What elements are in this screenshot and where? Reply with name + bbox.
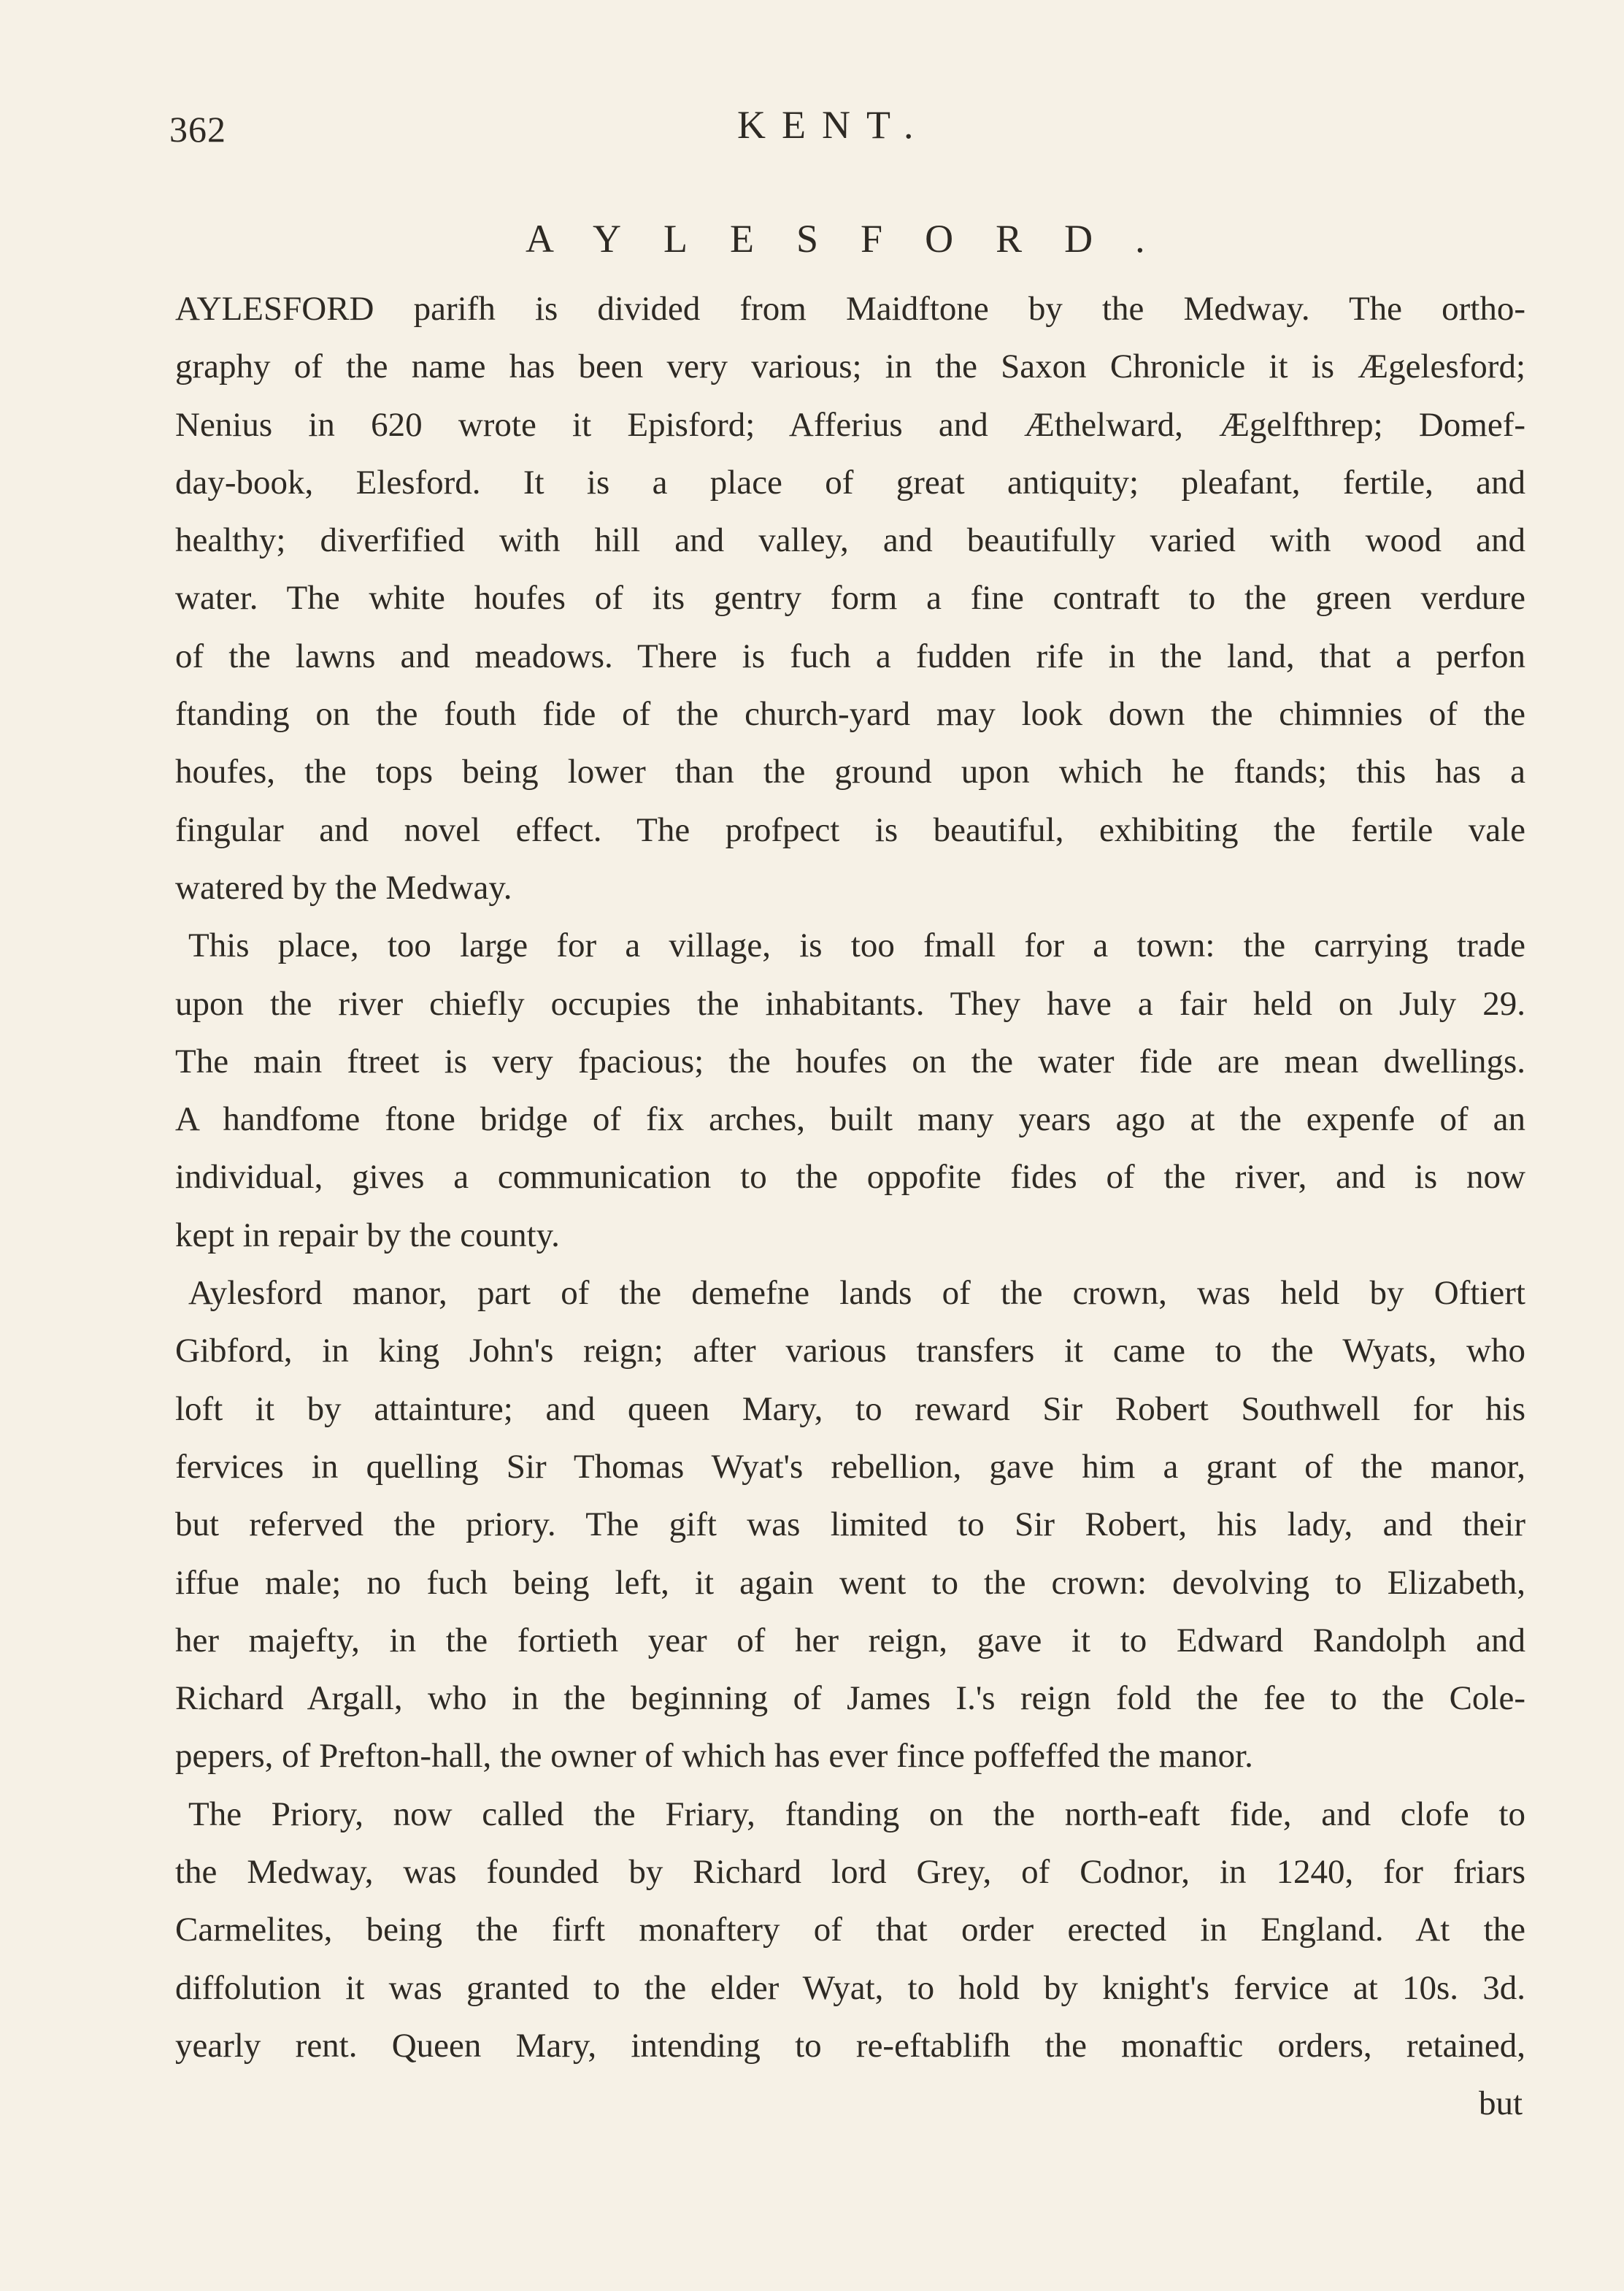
section-title: AYLESFORD.: [526, 217, 1188, 261]
text-line: Carmelites, being the firft monaftery of that order erected in England. At the: [175, 1911, 1525, 1949]
text-line: Gibford, in king John's reign; after various transfers it came to the Wyats, who: [175, 1332, 1525, 1370]
text-line: pepers, of Prefton-hall, the owner of which has ever fince poffeffed the manor.: [175, 1737, 1253, 1776]
text-line: A handfome ftone bridge of fix arches, built many years ago at the expenfe of an: [175, 1100, 1525, 1139]
text-line: healthy; diverfified with hill and valley, and beautifully varied with wood and: [175, 521, 1525, 560]
text-line: her majefty, in the fortieth year of her reign, gave it to Edward Randolph and: [175, 1621, 1525, 1659]
text-line: water. The white houfes of its gentry form a fine contraft to the green verdure: [175, 579, 1525, 618]
text-line: kept in repair by the county.: [175, 1216, 560, 1254]
text-line: Nenius in 620 wrote it Episford; Afferius and Æthelward, Ægelfthrep; Domef-: [175, 405, 1525, 444]
text-line: houfes, the tops being lower than the ground upon which he ftands; this has a: [175, 753, 1525, 791]
text-line: of the lawns and meadows. There is fuch a fudden rife in the land, that a perfon: [175, 637, 1525, 675]
text-line: fervices in quelling Sir Thomas Wyat's rebellion, gave him a grant of the manor,: [175, 1447, 1525, 1486]
text-line: Richard Argall, who in the beginning of James I.'s reign fold the fee to the Cole-: [175, 1679, 1525, 1718]
text-line: but referved the priory. The gift was limited to Sir Robert, his lady, and their: [175, 1505, 1525, 1544]
running-head: KENT.: [737, 103, 930, 147]
text-line: the Medway, was founded by Richard lord Grey, of Codnor, in 1240, for friars: [175, 1853, 1525, 1892]
text-line: This place, too large for a village, is too fmall for a town: the carrying trade: [188, 926, 1525, 965]
text-line: iffue male; no fuch being left, it again went to the crown: devolving to Elizabeth,: [175, 1563, 1525, 1602]
body-text: [175, 280, 1525, 2133]
text-line: individual, gives a communication to the oppofite fides of the river, and is now: [175, 1158, 1525, 1197]
text-line: yearly rent. Queen Mary, intending to re-eftablifh the monaftic orders, retained,: [175, 2026, 1525, 2065]
catchword: but: [1478, 2084, 1523, 2123]
text-line: ftanding on the fouth fide of the church-yard may look down the chimnies of the: [175, 695, 1525, 734]
text-line: day-book, Elesford. It is a place of great antiquity; pleafant, fertile, and: [175, 463, 1525, 502]
text-line: fingular and novel effect. The profpect is beautiful, exhibiting the fertile vale: [175, 810, 1525, 849]
page-number: 362: [169, 109, 226, 150]
text-line: upon the river chiefly occupies the inhabitants. They have a fair held on July 29.: [175, 984, 1525, 1023]
text-line: AYLESFORD parifh is divided from Maidftone by the Medway. The ortho-: [175, 290, 1525, 328]
text-line: The main ftreet is very fpacious; the houfes on the water fide are mean dwellings.: [175, 1042, 1525, 1081]
text-line: graphy of the name has been very various; in the Saxon Chronicle it is Ægelesford;: [175, 348, 1525, 386]
text-line: The Priory, now called the Friary, ftanding on the north-eaft fide, and clofe to: [188, 1795, 1525, 1833]
text-line: diffolution it was granted to the elder Wyat, to hold by knight's fervice at 10s. 3d.: [175, 1968, 1525, 2007]
text-line: Aylesford manor, part of the demefne lands of the crown, was held by Oftiert: [188, 1274, 1525, 1313]
text-line: loft it by attainture; and queen Mary, to reward Sir Robert Southwell for his: [175, 1389, 1525, 1428]
text-line: watered by the Medway.: [175, 868, 512, 907]
